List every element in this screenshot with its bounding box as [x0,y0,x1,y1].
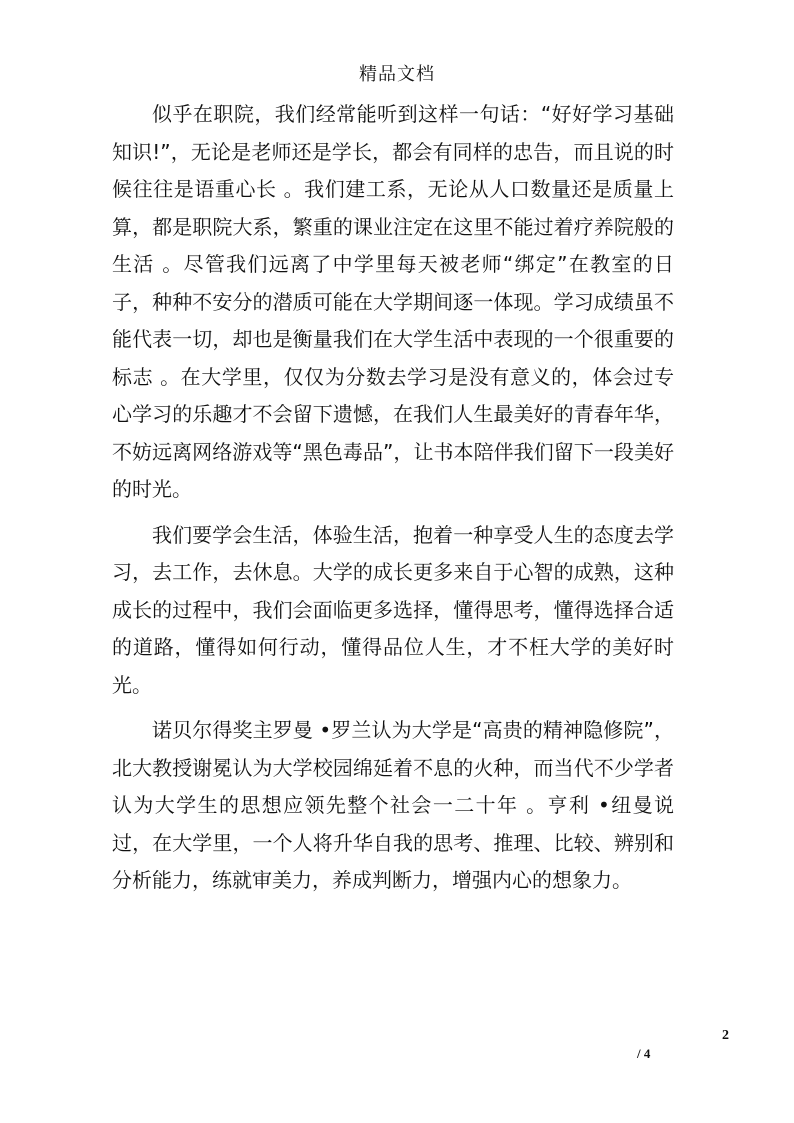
page-header-title: 精品文档 [359,64,435,85]
paragraph-2: 我们要学会生活，体验生活，抱着一种享受人生的态度去学习，去工作，去休息。大学的成长更多来自于心智的成熟，这种成长的过程中，我们会面临更多选择，懂得思考，懂得选择合适的道路，懂得如何行动，懂得品位人生，才不枉大学的美好时光。 [112,522,674,697]
paragraph-3: 诺贝尔得奖主罗曼 •罗兰认为大学是“高贵的精神隐修院”，北大教授谢冕认为大学校园绵延着不息的火种，而当代不少学者认为大学生的思想应领先整个社会一二十年 。亨利 •纽曼说过，在大学里，一个人将升华自我的思考、推理、比较、辨别和分析能力，练就审美力，养成判断力，增强内心的想象力。 [112,718,674,892]
page-number: 2 [722,1028,729,1043]
document-body [112,96,674,908]
paragraph-1: 似乎在职院，我们经常能听到这样一句话：“好好学习基础知识!”，无论是老师还是学长，都会有同样的忠告，而且说的时候往往是语重心长 。我们建工系，无论从人口数量还是质量上算，都是职院大系，繁重的课业注定在这里不能过着疗养院般的生活 。尽管我们远离了中学里每天被老师“绑定”在教室的日子，种种不安分的潜质可能在大学期间逐一体现。学习成绩虽不能代表一切，却也是衡量我们在大学生活中表现的一个很重要的标志 。在大学里，仅仅为分数去学习是没有意义的，体会过专心学习的乐趣才不会留下遗憾，在我们人生最美好的青春年华，不妨远离网络游戏等“黑色毒品”，让书本陪伴我们留下一段美好的时光。 [112,102,674,501]
page-total: / 4 [637,1046,651,1061]
